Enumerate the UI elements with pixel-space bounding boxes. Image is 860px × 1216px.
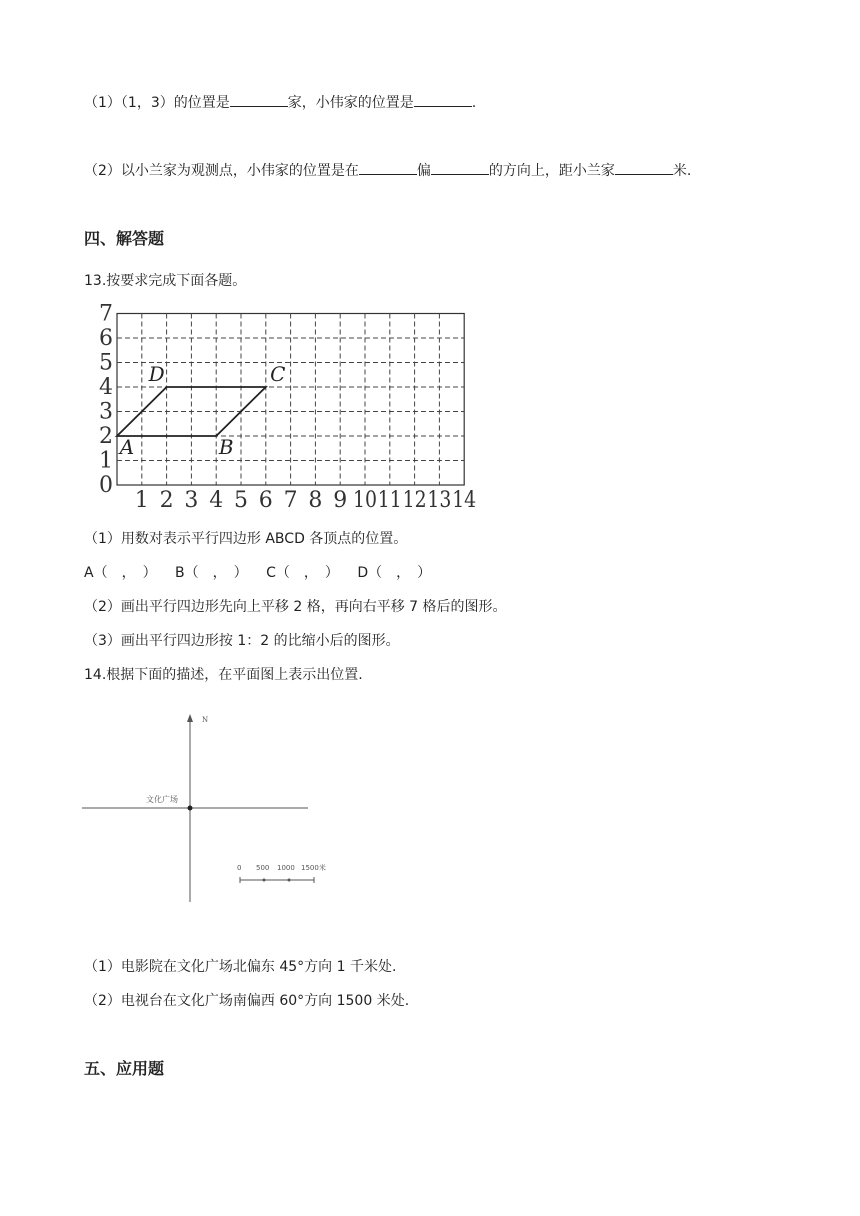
y-tick-label: 6	[99, 326, 113, 351]
vertex-label: A	[119, 435, 135, 459]
answer-blank[interactable]	[359, 160, 417, 175]
location-map-figure	[80, 706, 340, 906]
x-tick-label: 8	[308, 488, 323, 512]
vertex-label: C	[270, 362, 286, 386]
vertex-label: D	[148, 362, 165, 386]
y-tick-label: 2	[99, 424, 113, 449]
x-tick-label: 14	[452, 488, 477, 512]
coord-answer-d[interactable]: D（ ， ）	[357, 565, 432, 581]
q13-part3: （3）画出平行四边形按 1：2 的比缩小后的图形。	[84, 633, 400, 649]
q13-part2: （2）画出平行四边形先向上平移 2 格，再向右平移 7 格后的图形。	[84, 599, 507, 615]
vertex-label: B	[218, 435, 234, 459]
q12-part2: （2）以小兰家为观测点，小伟家的位置是在 偏 的方向上，距小兰家 米.	[84, 160, 691, 180]
answer-blank[interactable]	[414, 92, 472, 107]
answer-blank[interactable]	[431, 160, 489, 175]
section-title: 五、应用题	[84, 1059, 165, 1078]
x-tick-label: 11	[377, 488, 402, 512]
q14-stem: 14.根据下面的描述，在平面图上表示出位置.	[84, 667, 363, 683]
scale-label: 500	[256, 864, 270, 872]
answer-blank[interactable]	[615, 160, 673, 175]
coord-answer-a[interactable]: A（ ， ）	[84, 565, 157, 581]
answer-blank[interactable]	[230, 92, 288, 107]
section-title: 四、解答题	[84, 229, 165, 248]
north-arrow-icon	[187, 714, 193, 722]
x-tick-label: 13	[427, 488, 452, 512]
y-tick-label: 4	[99, 375, 113, 400]
x-tick-label: 3	[184, 488, 199, 512]
x-tick-label: 6	[258, 488, 273, 512]
origin-label: 文化广场	[146, 795, 178, 804]
x-tick-label: 4	[209, 488, 224, 512]
y-tick-label: 0	[99, 473, 113, 498]
origin-point	[188, 806, 193, 811]
north-label: N	[202, 716, 209, 724]
q13-stem: 13.按要求完成下面各题。	[84, 273, 247, 289]
scale-label: 1000	[277, 864, 295, 872]
coordinate-grid-figure	[90, 296, 490, 512]
y-tick-label: 3	[99, 399, 113, 425]
x-tick-label: 12	[402, 488, 427, 512]
coord-answer-c[interactable]: C（ ， ）	[266, 565, 339, 581]
x-tick-label: 5	[234, 488, 248, 512]
scale-label: 0	[237, 864, 242, 872]
q13-part1: （1）用数对表示平行四边形 ABCD 各顶点的位置。	[84, 531, 408, 547]
x-tick-label: 9	[333, 488, 348, 512]
x-tick-label: 10	[353, 488, 377, 512]
scale-label: 1500米	[301, 864, 326, 872]
coord-answer-b[interactable]: B（ ， ）	[175, 565, 248, 581]
q12-part1: （1）（1，3）的位置是 家，小伟家的位置是 .	[84, 92, 476, 112]
x-tick-label: 1	[134, 488, 149, 512]
x-tick-label: 7	[283, 488, 298, 512]
y-tick-label: 5	[99, 350, 113, 376]
q14-part2: （2）电视台在文化广场南偏西 60°方向 1500 米处.	[84, 993, 410, 1009]
q13-coord-row	[84, 562, 431, 582]
y-tick-label: 1	[99, 448, 113, 474]
y-tick-label: 7	[99, 301, 113, 327]
q14-part1: （1）电影院在文化广场北偏东 45°方向 1 千米处.	[84, 959, 397, 975]
x-tick-label: 2	[159, 488, 174, 512]
